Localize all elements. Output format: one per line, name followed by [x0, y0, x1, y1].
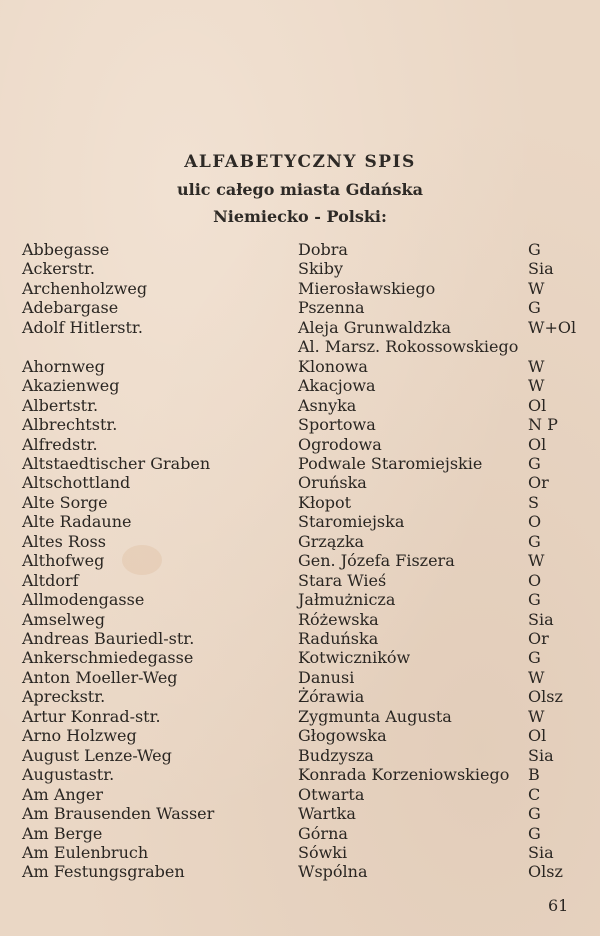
- district-code: W: [528, 707, 545, 726]
- polish-street-name: Jałmużnicza: [298, 590, 396, 609]
- polish-street-name: Stara Wieś: [298, 571, 387, 590]
- list-language-note: [0, 207, 600, 226]
- list-item: [0, 687, 600, 707]
- polish-street-name: Zygmunta Augusta: [298, 707, 452, 726]
- list-item: [0, 707, 600, 727]
- list-item: [0, 454, 600, 474]
- district-code: Or: [528, 473, 549, 492]
- district-code: W: [528, 551, 545, 570]
- polish-street-name: Kotwiczników: [298, 648, 411, 667]
- polish-street-name: Al. Marsz. Rokossowskiego: [298, 337, 519, 356]
- list-item: [0, 765, 600, 785]
- district-code: W: [528, 668, 545, 687]
- district-code: N P: [528, 415, 558, 434]
- german-street-name: Adolf Hitlerstr.: [22, 318, 143, 337]
- polish-street-name: Akacjowa: [298, 376, 376, 395]
- district-code: Sia: [528, 610, 554, 629]
- polish-street-name: Ogrodowa: [298, 435, 382, 454]
- list-item: [0, 493, 600, 513]
- german-street-name: Artur Konrad-str.: [22, 707, 161, 726]
- german-street-name: Altschottland: [22, 473, 131, 492]
- list-item: [0, 804, 600, 824]
- german-street-name: Am Anger: [22, 785, 104, 804]
- german-street-name: Ankerschmiedegasse: [22, 648, 194, 667]
- polish-street-name: Aleja Grunwaldzka: [298, 318, 452, 337]
- district-code: G: [528, 804, 541, 823]
- district-code: W: [528, 376, 545, 395]
- district-code: O: [528, 571, 542, 590]
- list-item: [0, 240, 600, 260]
- german-street-name: Alfredstr.: [22, 435, 98, 454]
- list-title: [0, 152, 600, 172]
- polish-street-name: Budzysza: [298, 746, 374, 765]
- german-street-name: Alte Sorge: [22, 493, 108, 512]
- german-street-name: Am Festungsgraben: [22, 862, 185, 881]
- district-code: Or: [528, 629, 549, 648]
- list-item: [0, 532, 600, 552]
- polish-street-name: Wspólna: [298, 862, 368, 881]
- list-item: [0, 785, 600, 805]
- district-code: W: [528, 279, 545, 298]
- list-subtitle-text: ulic całego miasta Gdańska: [177, 180, 423, 199]
- polish-street-name: Dobra: [298, 240, 348, 259]
- polish-street-name: Grzązka: [298, 532, 365, 551]
- list-item: [0, 259, 600, 279]
- german-street-name: Allmodengasse: [22, 590, 145, 609]
- district-code: B: [528, 765, 540, 784]
- district-code: G: [528, 824, 541, 843]
- polish-street-name: Podwale Staromiejskie: [298, 454, 483, 473]
- polish-street-name: Klonowa: [298, 357, 368, 376]
- polish-street-name: Konrada Korzeniowskiego: [298, 765, 510, 784]
- german-street-name: August Lenze-Weg: [22, 746, 172, 765]
- polish-street-name: Wartka: [298, 804, 356, 823]
- page-number: 61: [548, 896, 569, 915]
- polish-street-name: Sówki: [298, 843, 348, 862]
- list-item: [0, 629, 600, 649]
- list-item: [0, 357, 600, 377]
- polish-street-name: Różewska: [298, 610, 379, 629]
- list-item: [0, 590, 600, 610]
- list-item: [0, 415, 600, 435]
- list-item: [0, 726, 600, 746]
- polish-street-name: Pszenna: [298, 298, 365, 317]
- polish-street-name: Mierosławskiego: [298, 279, 436, 298]
- polish-street-name: Raduńska: [298, 629, 379, 648]
- district-code: W: [528, 357, 545, 376]
- list-title-text: ALFABETYCZNY SPIS: [184, 152, 416, 172]
- polish-street-name: Danusi: [298, 668, 355, 687]
- polish-street-name: Otwarta: [298, 785, 365, 804]
- list-item: [0, 473, 600, 493]
- list-item: [0, 648, 600, 668]
- german-street-name: Akazienweg: [22, 376, 120, 395]
- german-street-name: Albrechtstr.: [22, 415, 118, 434]
- german-street-name: Althofweg: [22, 551, 105, 570]
- district-code: Olsz: [528, 862, 563, 881]
- polish-street-name: Staromiejska: [298, 512, 405, 531]
- german-street-name: Abbegasse: [22, 240, 110, 259]
- list-item: [0, 551, 600, 571]
- list-item: [0, 376, 600, 396]
- german-street-name: Adebargase: [22, 298, 119, 317]
- german-street-name: Archenholzweg: [22, 279, 148, 298]
- district-code: Sia: [528, 259, 554, 278]
- list-item: [0, 318, 600, 338]
- german-street-name: Altstaedtischer Graben: [22, 454, 211, 473]
- list-item: [0, 862, 600, 882]
- polish-street-name: Żórawia: [298, 687, 365, 706]
- list-item: [0, 512, 600, 532]
- list-language-note-text: Niemiecko - Polski:: [213, 207, 387, 226]
- list-item: [0, 571, 600, 591]
- district-code: W+Ol: [528, 318, 577, 337]
- german-street-name: Am Berge: [22, 824, 103, 843]
- district-code: C: [528, 785, 541, 804]
- district-code: Sia: [528, 843, 554, 862]
- list-item: [0, 843, 600, 863]
- polish-street-name: Asnyka: [298, 396, 357, 415]
- german-street-name: Andreas Bauriedl-str.: [22, 629, 195, 648]
- list-item: [0, 298, 600, 318]
- german-street-name: Arno Holzweg: [22, 726, 137, 745]
- german-street-name: Ahornweg: [22, 357, 105, 376]
- district-code: G: [528, 590, 541, 609]
- district-code: G: [528, 454, 541, 473]
- german-street-name: Albertstr.: [22, 396, 99, 415]
- district-code: Ol: [528, 435, 547, 454]
- german-street-name: Amselweg: [22, 610, 105, 629]
- list-item: [0, 337, 600, 357]
- district-code: Olsz: [528, 687, 563, 706]
- district-code: G: [528, 240, 541, 259]
- german-street-name: Anton Moeller-Weg: [22, 668, 178, 687]
- polish-street-name: Skiby: [298, 259, 344, 278]
- german-street-name: Altes Ross: [22, 532, 106, 551]
- german-street-name: Altdorf: [22, 571, 79, 590]
- district-code: O: [528, 512, 542, 531]
- polish-street-name: Głogowska: [298, 726, 387, 745]
- german-street-name: Apreckstr.: [22, 687, 106, 706]
- list-item: [0, 435, 600, 455]
- district-code: S: [528, 493, 539, 512]
- polish-street-name: Sportowa: [298, 415, 376, 434]
- district-code: G: [528, 648, 541, 667]
- district-code: Ol: [528, 396, 547, 415]
- list-item: [0, 746, 600, 766]
- list-item: [0, 396, 600, 416]
- polish-street-name: Oruńska: [298, 473, 367, 492]
- german-street-name: Ackerstr.: [22, 259, 95, 278]
- list-item: [0, 610, 600, 630]
- german-street-name: Augustastr.: [22, 765, 115, 784]
- list-subtitle: [0, 180, 600, 199]
- district-code: Sia: [528, 746, 554, 765]
- german-street-name: Am Eulenbruch: [22, 843, 149, 862]
- district-code: Ol: [528, 726, 547, 745]
- german-street-name: Alte Radaune: [22, 512, 132, 531]
- polish-street-name: Górna: [298, 824, 348, 843]
- list-item: [0, 824, 600, 844]
- district-code: G: [528, 532, 541, 551]
- list-item: [0, 279, 600, 299]
- german-street-name: Am Brausenden Wasser: [22, 804, 215, 823]
- polish-street-name: Gen. Józefa Fiszera: [298, 551, 455, 570]
- polish-street-name: Kłopot: [298, 493, 352, 512]
- district-code: G: [528, 298, 541, 317]
- list-item: [0, 668, 600, 688]
